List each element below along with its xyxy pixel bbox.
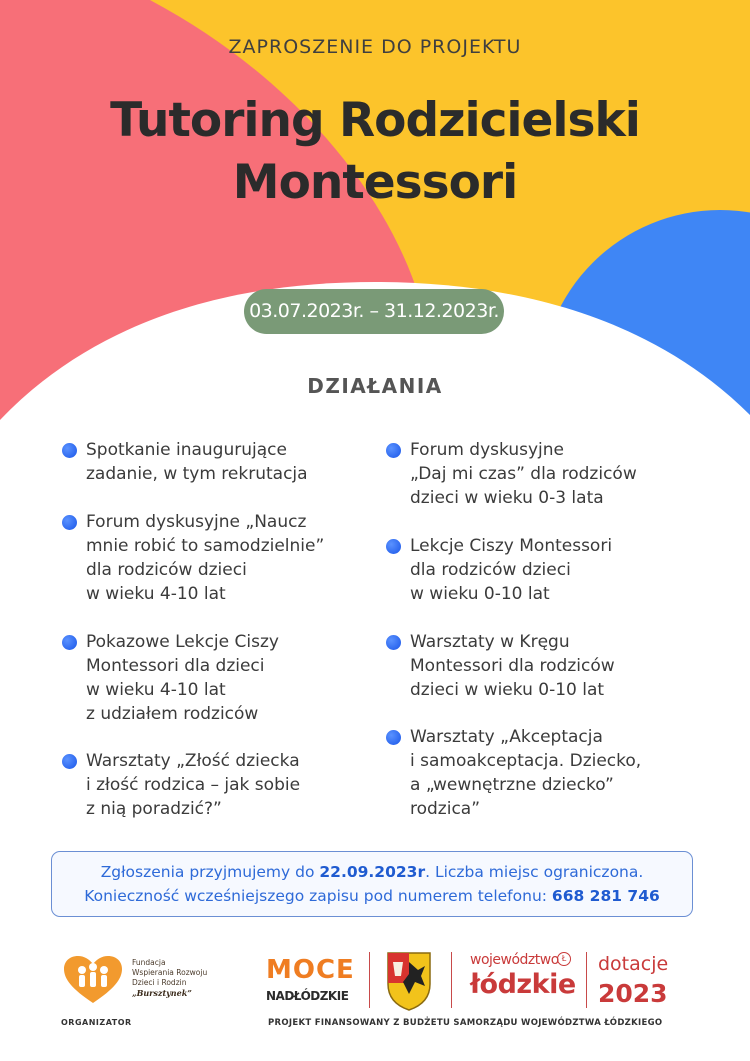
bullet-icon xyxy=(386,539,401,554)
activity-item xyxy=(62,510,362,630)
activity-item xyxy=(386,438,686,534)
date-range-badge: 03.07.2023r. – 31.12.2023r. xyxy=(244,289,504,334)
page-title xyxy=(0,90,750,214)
activity-text: Lekcje Ciszy Montessori dla rodziców dzieci w wieku 0-10 lat xyxy=(410,536,613,604)
heart-family-icon xyxy=(62,955,124,1005)
activity-item xyxy=(62,749,362,829)
notice-line-2 xyxy=(64,884,680,908)
registration-notice xyxy=(51,851,693,917)
divider xyxy=(586,952,587,1008)
region-mark-icon: Ł xyxy=(557,952,571,966)
bullet-icon xyxy=(62,515,77,530)
organizer-brand: „Bursztynek” xyxy=(132,988,192,998)
moce-text: MOCE xyxy=(266,955,355,985)
organizer-name: Fundacja Wspierania Rozwoju Dzieci i Rodzin xyxy=(132,958,208,987)
dotacje-year: 2023 xyxy=(598,979,668,1008)
phone-number: 668 281 746 xyxy=(551,887,660,905)
funding-note: PROJEKT FINANSOWANY Z BUDŻETU SAMORZĄDU WOJEWÓDZTWA ŁÓDZKIEGO xyxy=(268,1018,663,1028)
coat-of-arms-icon xyxy=(385,950,433,1012)
activity-text: Forum dyskusyjne „Naucz mnie robić to samodzielnie” dla rodziców dzieci w wieku 4-10 lat xyxy=(86,512,325,604)
activity-item xyxy=(62,630,362,749)
notice-prefix-2: Konieczność wcześniejszego zapisu pod numerem telefonu: xyxy=(84,887,552,905)
notice-line-1 xyxy=(64,860,680,884)
organizer-label: ORGANIZATOR xyxy=(61,1018,132,1027)
activity-item xyxy=(386,630,686,725)
activity-item xyxy=(386,725,686,825)
notice-prefix: Zgłoszenia przyjmujemy do xyxy=(100,863,320,881)
moce-nadlodzkie-logo xyxy=(266,955,356,1010)
divider xyxy=(369,952,370,1008)
bullet-icon xyxy=(62,754,77,769)
activities-left-column xyxy=(62,438,362,829)
bullet-icon xyxy=(62,443,77,458)
title-line-1: Tutoring Rodzicielski xyxy=(110,93,640,148)
bullet-icon xyxy=(62,635,77,650)
section-title: DZIAŁANIA xyxy=(307,374,443,398)
bullet-icon xyxy=(386,443,401,458)
activity-text: Spotkanie inaugurujące zadanie, w tym rekrutacja xyxy=(86,440,308,484)
activity-text: Warsztaty w Kręgu Montessori dla rodziców dzieci w wieku 0-10 lat xyxy=(410,632,615,700)
bullet-icon xyxy=(386,635,401,650)
nadlodzkie-text: NADŁÓDZKIE xyxy=(266,989,349,1003)
title-line-2: Montessori xyxy=(232,155,518,210)
activities-right-column xyxy=(386,438,686,825)
divider xyxy=(451,952,452,1008)
deadline-date: 22.09.2023r xyxy=(319,863,426,881)
bullet-icon xyxy=(386,730,401,745)
activity-text: Pokazowe Lekcje Ciszy Montessori dla dzieci w wieku 4-10 lat z udziałem rodziców xyxy=(86,632,279,724)
activity-item xyxy=(62,438,362,510)
activity-item xyxy=(386,534,686,630)
kicker-text: ZAPROSZENIE DO PROJEKTU xyxy=(228,36,522,58)
lodzkie-text: łódzkie xyxy=(470,969,576,1000)
notice-suffix: . Liczba miejsc ograniczona. xyxy=(425,863,644,881)
wojewodztwo-text: województwo xyxy=(470,952,559,968)
activity-text: Warsztaty „Akceptacja i samoakceptacja. Dziecko, a „wewnętrzne dziecko” rodzica” xyxy=(410,727,642,819)
dotacje-text: dotacje xyxy=(598,953,669,975)
activity-text: Forum dyskusyjne „Daj mi czas” dla rodziców dzieci w wieku 0-3 lata xyxy=(410,440,637,508)
activity-text: Warsztaty „Złość dziecka i złość rodzica – jak sobie z nią poradzić?” xyxy=(86,751,301,819)
